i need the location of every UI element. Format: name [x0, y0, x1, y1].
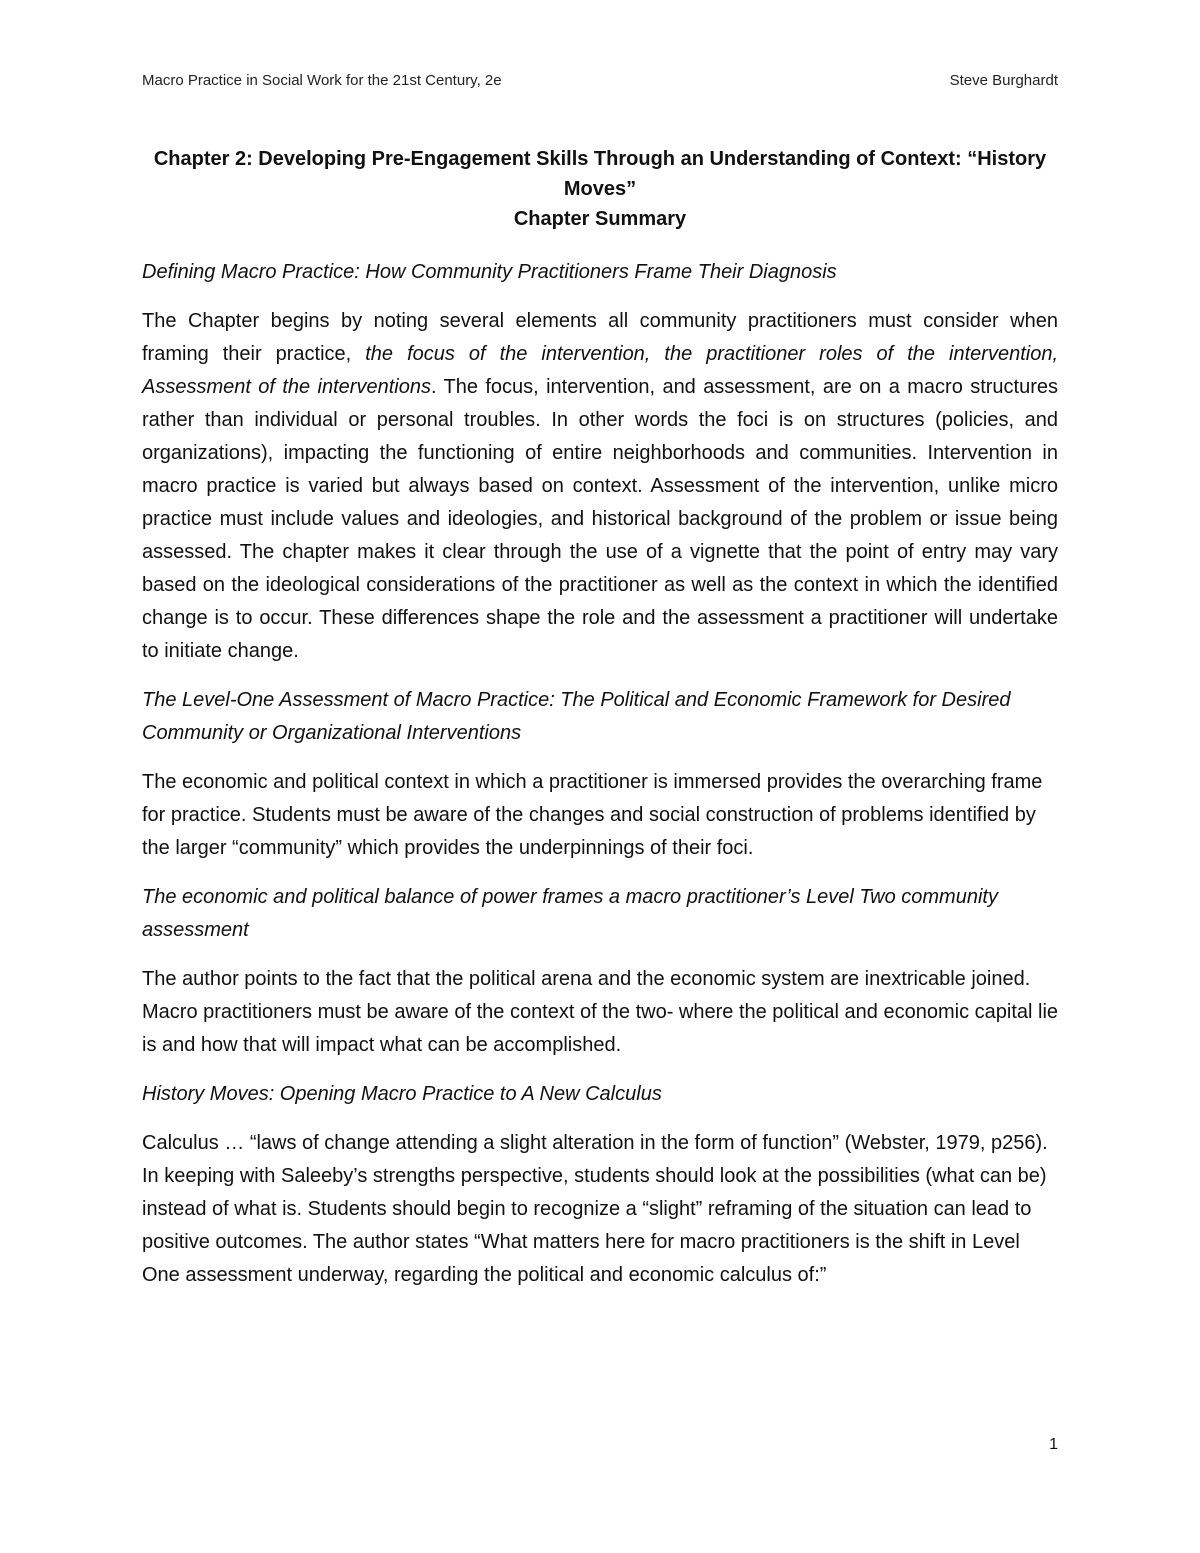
paragraph-emphasis: the focus of the intervention, the practitioner roles of the intervention, Assessment of the interventions	[142, 343, 1059, 398]
section-paragraph: Calculus … “laws of change attending a slight alteration in the form of function” (Webster, 1979, p256). In keeping with Saleeby’s strengths perspective, students should look at the possibilities (what can be) instead of what is. Students should begin to recognize a “slight” reframing of the situation can lead to positive outcomes. The author states “What matters here for macro practitioners is the shift in Level One assessment underway, regarding the political and economic calculus of:”	[142, 1132, 1048, 1286]
document-body	[142, 256, 1058, 1308]
chapter-subtitle: Chapter Summary	[513, 208, 687, 230]
page-number: 1	[1049, 1436, 1058, 1453]
chapter-title: Chapter 2: Developing Pre-Engagement Skills Through an Understanding of Context: “History Moves”	[153, 148, 1047, 200]
section-heading: The Level-One Assessment of Macro Practice: The Political and Economic Framework for Desired Community or Organizational Interventions	[142, 689, 1011, 744]
paragraph-text: . The focus, intervention, and assessment, are on a macro structures rather than individual or personal troubles. In other words the foci is on structures (policies, and organizations), impacting the functioning of entire neighborhoods and communities. Intervention in macro practice is varied but always based on context. Assessment of the intervention, unlike micro practice must include values and ideologies, and historical background of the problem or issue being assessed. The chapter makes it clear through the use of a vignette that the point of entry may vary based on the ideological considerations of the practitioner as well as the context in which the identified change is to occur. These differences shape the role and the assessment a practitioner will undertake to initiate change.	[142, 376, 1058, 662]
paragraph-text: The Chapter begins by noting several elements all community practitioners must consider when framing their practice,	[142, 310, 1058, 365]
section-paragraph: The economic and political context in which a practitioner is immersed provides the overarching frame for practice. Students must be aware of the changes and social construction of problems identified by the larger “community” which provides the underpinnings of their foci.	[142, 771, 1043, 859]
section-heading: History Moves: Opening Macro Practice to A New Calculus	[142, 1083, 662, 1105]
header-author: Steve Burghardt	[949, 72, 1058, 89]
section-paragraph: The author points to the fact that the political arena and the economic system are inextricable joined. Macro practitioners must be aware of the context of the two- where the political and economic capital lie is and how that will impact what can be accomplished.	[142, 968, 1059, 1056]
header-book-title: Macro Practice in Social Work for the 21st Century, 2e	[142, 72, 502, 89]
chapter-title-block	[142, 144, 1058, 234]
section-heading: Defining Macro Practice: How Community Practitioners Frame Their Diagnosis	[142, 261, 837, 283]
section-paragraph	[142, 305, 1058, 668]
section-heading: The economic and political balance of power frames a macro practitioner’s Level Two community assessment	[142, 886, 998, 941]
running-header	[142, 72, 1058, 89]
